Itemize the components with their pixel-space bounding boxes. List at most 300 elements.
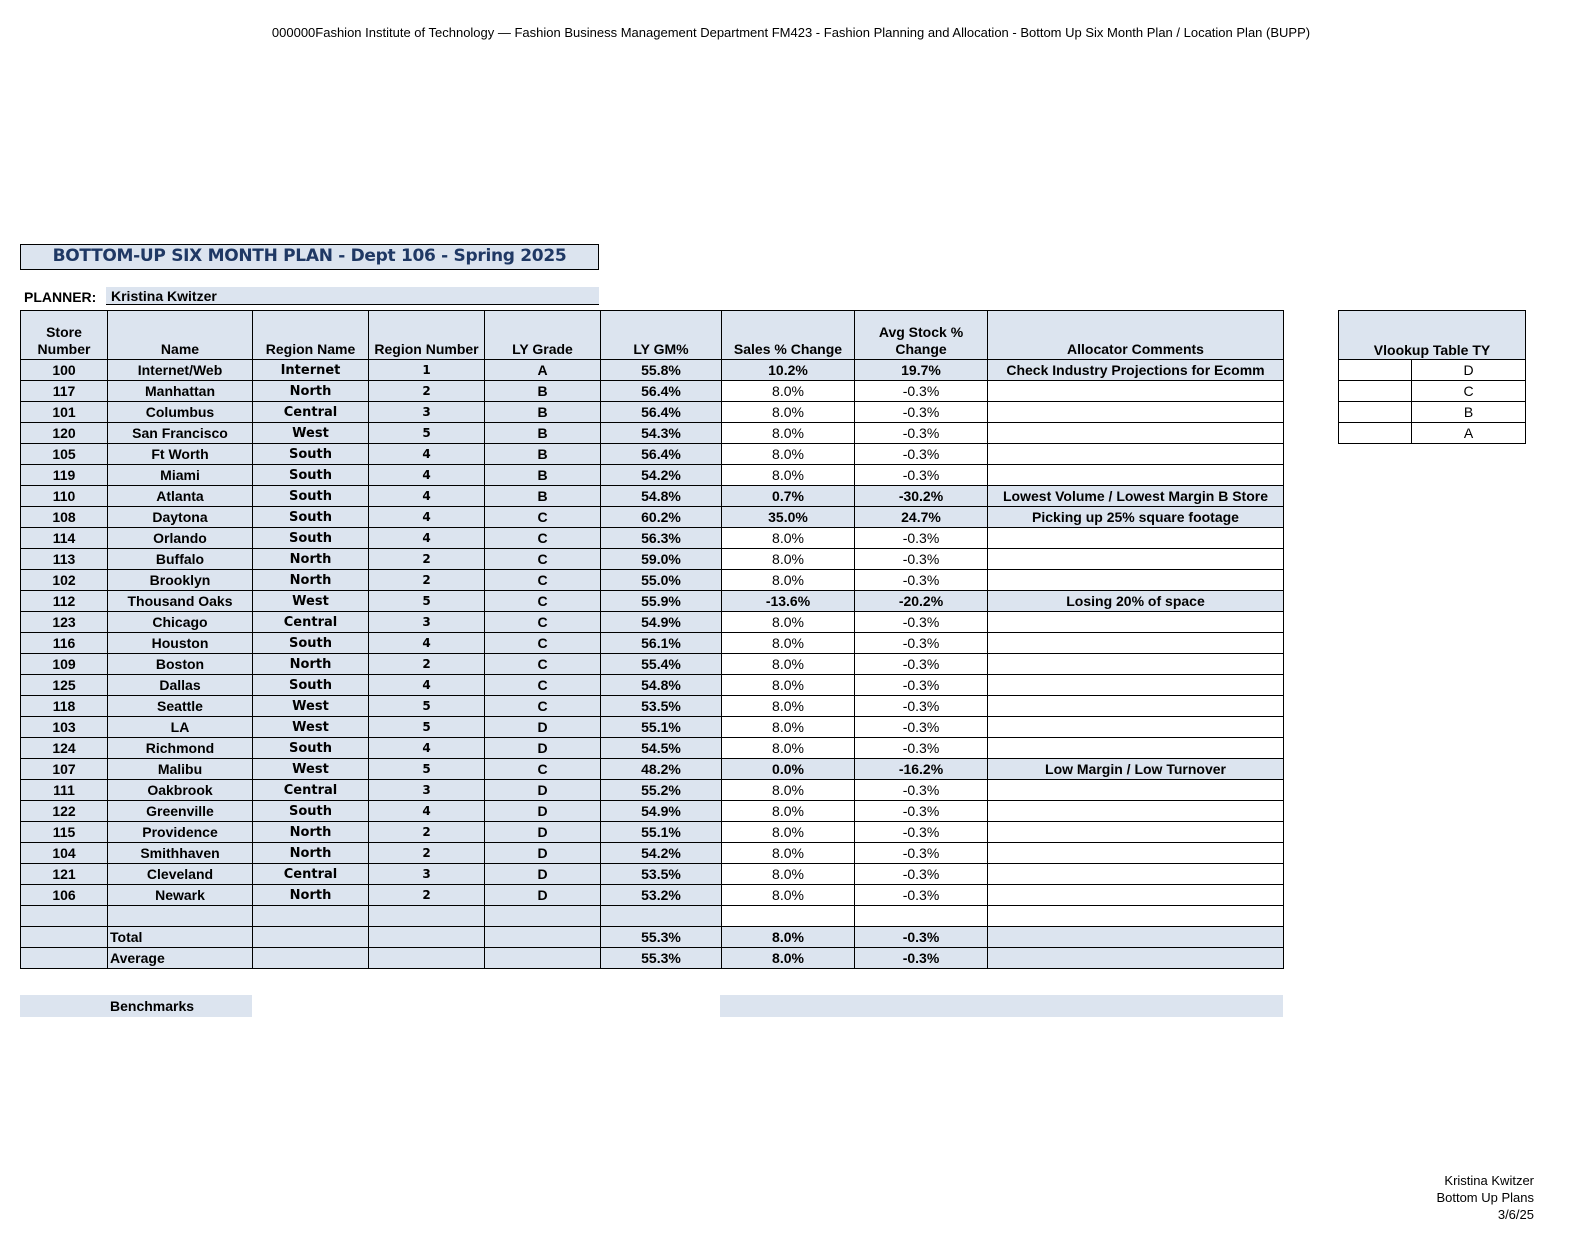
cell-avg-stock-change: 19.7%: [855, 360, 988, 381]
cell-ly-grade: D: [485, 843, 601, 864]
totals-label: Total: [108, 927, 253, 948]
cell-store-number: 100: [21, 360, 108, 381]
cell-region-number: 4: [369, 738, 485, 759]
table-row: [21, 759, 1284, 780]
cell-store-number: 117: [21, 381, 108, 402]
cell-sales-change: 0.7%: [722, 486, 855, 507]
cell-store-number: 101: [21, 402, 108, 423]
cell-store-name: Chicago: [108, 612, 253, 633]
cell-sales-change: 8.0%: [722, 654, 855, 675]
table-row: [21, 696, 1284, 717]
cell-region-number: 5: [369, 591, 485, 612]
cell-region-name: South: [253, 507, 369, 528]
cell-store-number: 102: [21, 570, 108, 591]
cell-region-name: North: [253, 381, 369, 402]
table-row: [21, 444, 1284, 465]
cell-store-number: 115: [21, 822, 108, 843]
cell-store-name: Orlando: [108, 528, 253, 549]
cell-ly-grade: B: [485, 465, 601, 486]
cell-empty: [988, 927, 1284, 948]
cell-ly-gm: 54.2%: [601, 465, 722, 486]
vlookup-row: [1339, 402, 1526, 423]
cell-store-name: Internet/Web: [108, 360, 253, 381]
cell-region-name: Central: [253, 612, 369, 633]
footer-date: 3/6/25: [1497, 1207, 1534, 1222]
cell-empty: [485, 906, 601, 927]
cell-store-name: Boston: [108, 654, 253, 675]
cell-empty: [722, 906, 855, 927]
cell-allocator-comment: [988, 780, 1284, 801]
cell-avg-stock-change: -30.2%: [855, 486, 988, 507]
header-avg-stock-change: Avg Stock % Change: [855, 311, 988, 360]
cell-store-number: 106: [21, 885, 108, 906]
cell-region-name: West: [253, 717, 369, 738]
cell-sales-change: 8.0%: [722, 738, 855, 759]
cell-ly-grade: D: [485, 885, 601, 906]
planner-name: Kristina Kwitzer: [106, 287, 599, 305]
cell-store-number: 119: [21, 465, 108, 486]
cell-region-name: South: [253, 738, 369, 759]
cell-ly-gm: 53.5%: [601, 864, 722, 885]
header-store-number: Store Number: [21, 311, 108, 360]
cell-allocator-comment: [988, 381, 1284, 402]
cell-region-number: 3: [369, 864, 485, 885]
table-row-blank: [21, 906, 1284, 927]
cell-empty: [253, 927, 369, 948]
cell-store-name: Oakbrook: [108, 780, 253, 801]
cell-ly-gm: 54.5%: [601, 738, 722, 759]
cell-store-name: Atlanta: [108, 486, 253, 507]
cell-sales-change: 8.0%: [722, 717, 855, 738]
cell-allocator-comment: [988, 885, 1284, 906]
cell-region-number: 4: [369, 675, 485, 696]
cell-store-number: 110: [21, 486, 108, 507]
cell-avg-stock-change: -0.3%: [855, 549, 988, 570]
cell-ly-grade: D: [485, 864, 601, 885]
table-row: [21, 549, 1284, 570]
totals-sales-change: 8.0%: [722, 927, 855, 948]
totals-avg-stock-change: -0.3%: [855, 948, 988, 969]
vlookup-row: [1339, 360, 1526, 381]
cell-store-number: 104: [21, 843, 108, 864]
totals-sales-change: 8.0%: [722, 948, 855, 969]
cell-avg-stock-change: -0.3%: [855, 801, 988, 822]
cell-store-number: 124: [21, 738, 108, 759]
cell-store-name: Newark: [108, 885, 253, 906]
cell-region-name: Central: [253, 402, 369, 423]
table-row: [21, 465, 1284, 486]
table-row: [21, 822, 1284, 843]
cell-store-name: LA: [108, 717, 253, 738]
cell-region-name: Internet: [253, 360, 369, 381]
cell-allocator-comment: Low Margin / Low Turnover: [988, 759, 1284, 780]
table-row: [21, 738, 1284, 759]
cell-allocator-comment: Picking up 25% square footage: [988, 507, 1284, 528]
cell-sales-change: 35.0%: [722, 507, 855, 528]
benchmarks-label: Benchmarks: [110, 998, 195, 1014]
vlookup-row: [1339, 381, 1526, 402]
cell-avg-stock-change: -0.3%: [855, 885, 988, 906]
cell-ly-gm: 55.8%: [601, 360, 722, 381]
cell-sales-change: 8.0%: [722, 675, 855, 696]
cell-ly-grade: A: [485, 360, 601, 381]
cell-region-number: 4: [369, 528, 485, 549]
cell-sales-change: -13.6%: [722, 591, 855, 612]
vlookup-key-cell: [1339, 402, 1412, 423]
cell-sales-change: 8.0%: [722, 402, 855, 423]
cell-allocator-comment: [988, 570, 1284, 591]
cell-empty: [601, 906, 722, 927]
cell-avg-stock-change: -0.3%: [855, 864, 988, 885]
vlookup-grade-cell: D: [1412, 360, 1526, 381]
cell-ly-grade: C: [485, 528, 601, 549]
cell-store-number: 123: [21, 612, 108, 633]
cell-ly-grade: D: [485, 717, 601, 738]
cell-empty: [369, 906, 485, 927]
cell-ly-grade: C: [485, 507, 601, 528]
cell-ly-grade: C: [485, 549, 601, 570]
page-footer: [1436, 1172, 1534, 1223]
cell-ly-grade: B: [485, 381, 601, 402]
cell-allocator-comment: [988, 717, 1284, 738]
cell-store-name: Malibu: [108, 759, 253, 780]
cell-sales-change: 8.0%: [722, 780, 855, 801]
benchmarks-bar-right: [720, 995, 1283, 1017]
cell-store-name: Houston: [108, 633, 253, 654]
cell-region-number: 2: [369, 570, 485, 591]
cell-allocator-comment: [988, 465, 1284, 486]
totals-label: Average: [108, 948, 253, 969]
cell-store-name: Brooklyn: [108, 570, 253, 591]
cell-allocator-comment: [988, 864, 1284, 885]
cell-region-number: 3: [369, 402, 485, 423]
cell-store-name: Buffalo: [108, 549, 253, 570]
cell-region-name: North: [253, 549, 369, 570]
cell-sales-change: 8.0%: [722, 822, 855, 843]
cell-sales-change: 8.0%: [722, 801, 855, 822]
cell-ly-gm: 56.4%: [601, 402, 722, 423]
cell-ly-grade: D: [485, 780, 601, 801]
cell-avg-stock-change: 24.7%: [855, 507, 988, 528]
cell-region-name: Central: [253, 864, 369, 885]
table-row: [21, 570, 1284, 591]
cell-region-number: 5: [369, 423, 485, 444]
cell-store-name: Ft Worth: [108, 444, 253, 465]
cell-store-number: 122: [21, 801, 108, 822]
table-header-row: [21, 311, 1284, 360]
table-row: [21, 885, 1284, 906]
cell-store-name: Manhattan: [108, 381, 253, 402]
table-row: [21, 717, 1284, 738]
cell-ly-gm: 56.4%: [601, 381, 722, 402]
header-region-number: Region Number: [369, 311, 485, 360]
cell-avg-stock-change: -0.3%: [855, 570, 988, 591]
cell-ly-gm: 55.2%: [601, 780, 722, 801]
cell-store-number: 112: [21, 591, 108, 612]
cell-empty: [485, 948, 601, 969]
cell-sales-change: 8.0%: [722, 423, 855, 444]
cell-store-name: San Francisco: [108, 423, 253, 444]
cell-sales-change: 0.0%: [722, 759, 855, 780]
vlookup-key-cell: [1339, 381, 1412, 402]
plan-title: BOTTOM-UP SIX MONTH PLAN - Dept 106 - Spring 2025: [20, 244, 599, 270]
cell-ly-grade: B: [485, 402, 601, 423]
vlookup-grade-cell: B: [1412, 402, 1526, 423]
cell-region-number: 4: [369, 633, 485, 654]
cell-region-number: 4: [369, 801, 485, 822]
cell-region-name: North: [253, 822, 369, 843]
cell-region-name: South: [253, 528, 369, 549]
table-row: [21, 507, 1284, 528]
cell-allocator-comment: [988, 801, 1284, 822]
table-row: [21, 864, 1284, 885]
cell-sales-change: 8.0%: [722, 549, 855, 570]
cell-region-name: West: [253, 696, 369, 717]
cell-region-name: West: [253, 591, 369, 612]
cell-region-number: 2: [369, 381, 485, 402]
cell-avg-stock-change: -0.3%: [855, 633, 988, 654]
cell-avg-stock-change: -0.3%: [855, 654, 988, 675]
cell-ly-grade: C: [485, 696, 601, 717]
cell-store-name: Richmond: [108, 738, 253, 759]
cell-ly-grade: C: [485, 591, 601, 612]
page-header: 000000Fashion Institute of Technology — Fashion Business Management Department FM423 - Fashion Planning and Allocation - Bottom Up Six Month Plan / Location Plan (BUPP): [271, 25, 1311, 40]
cell-store-name: Miami: [108, 465, 253, 486]
table-row: [21, 486, 1284, 507]
cell-sales-change: 8.0%: [722, 444, 855, 465]
cell-empty: [485, 927, 601, 948]
benchmarks-bar: [20, 995, 252, 1017]
cell-region-name: North: [253, 654, 369, 675]
cell-ly-gm: 60.2%: [601, 507, 722, 528]
cell-ly-grade: D: [485, 801, 601, 822]
cell-ly-gm: 55.1%: [601, 717, 722, 738]
cell-ly-gm: 53.2%: [601, 885, 722, 906]
cell-region-name: North: [253, 843, 369, 864]
cell-avg-stock-change: -0.3%: [855, 696, 988, 717]
table-row: [21, 633, 1284, 654]
cell-sales-change: 8.0%: [722, 528, 855, 549]
cell-ly-gm: 56.1%: [601, 633, 722, 654]
cell-allocator-comment: Lowest Volume / Lowest Margin B Store: [988, 486, 1284, 507]
cell-empty: [253, 948, 369, 969]
cell-region-name: West: [253, 423, 369, 444]
cell-empty: [369, 927, 485, 948]
table-row: [21, 360, 1284, 381]
cell-ly-grade: C: [485, 612, 601, 633]
cell-ly-gm: 55.4%: [601, 654, 722, 675]
cell-region-name: Central: [253, 780, 369, 801]
cell-ly-gm: 54.8%: [601, 675, 722, 696]
cell-avg-stock-change: -0.3%: [855, 423, 988, 444]
cell-sales-change: 8.0%: [722, 696, 855, 717]
cell-region-number: 4: [369, 486, 485, 507]
totals-row: [21, 948, 1284, 969]
table-row: [21, 675, 1284, 696]
cell-region-number: 2: [369, 549, 485, 570]
cell-ly-grade: C: [485, 570, 601, 591]
cell-empty: [108, 906, 253, 927]
cell-store-number: 105: [21, 444, 108, 465]
cell-region-number: 1: [369, 360, 485, 381]
header-region-name: Region Name: [253, 311, 369, 360]
cell-region-number: 5: [369, 759, 485, 780]
cell-allocator-comment: [988, 696, 1284, 717]
cell-region-number: 4: [369, 444, 485, 465]
header-ly-gm: LY GM%: [601, 311, 722, 360]
cell-region-name: North: [253, 570, 369, 591]
cell-ly-gm: 48.2%: [601, 759, 722, 780]
cell-avg-stock-change: -0.3%: [855, 528, 988, 549]
cell-region-number: 5: [369, 717, 485, 738]
table-row: [21, 612, 1284, 633]
cell-avg-stock-change: -0.3%: [855, 780, 988, 801]
table-row: [21, 654, 1284, 675]
vlookup-table: [1338, 310, 1526, 444]
cell-sales-change: 8.0%: [722, 843, 855, 864]
totals-ly-gm: 55.3%: [601, 927, 722, 948]
table-row: [21, 591, 1284, 612]
cell-store-name: Greenville: [108, 801, 253, 822]
cell-region-number: 2: [369, 885, 485, 906]
table-row: [21, 843, 1284, 864]
table-row: [21, 402, 1284, 423]
cell-avg-stock-change: -0.3%: [855, 738, 988, 759]
cell-ly-grade: D: [485, 738, 601, 759]
cell-store-number: 118: [21, 696, 108, 717]
cell-store-number: 109: [21, 654, 108, 675]
cell-ly-grade: C: [485, 759, 601, 780]
cell-avg-stock-change: -0.3%: [855, 843, 988, 864]
cell-store-name: Thousand Oaks: [108, 591, 253, 612]
cell-region-number: 2: [369, 822, 485, 843]
table-row: [21, 423, 1284, 444]
cell-sales-change: 8.0%: [722, 570, 855, 591]
cell-region-number: 2: [369, 843, 485, 864]
cell-region-name: South: [253, 465, 369, 486]
cell-ly-grade: C: [485, 633, 601, 654]
cell-ly-gm: 54.9%: [601, 801, 722, 822]
cell-empty: [253, 906, 369, 927]
cell-avg-stock-change: -0.3%: [855, 612, 988, 633]
cell-store-number: 113: [21, 549, 108, 570]
cell-avg-stock-change: -16.2%: [855, 759, 988, 780]
cell-region-name: West: [253, 759, 369, 780]
cell-allocator-comment: [988, 444, 1284, 465]
cell-region-number: 4: [369, 465, 485, 486]
store-plan-table: [20, 310, 1284, 969]
cell-store-name: Providence: [108, 822, 253, 843]
header-name: Name: [108, 311, 253, 360]
cell-ly-gm: 59.0%: [601, 549, 722, 570]
table-row: [21, 381, 1284, 402]
vlookup-row: [1339, 423, 1526, 444]
cell-store-number: 121: [21, 864, 108, 885]
vlookup-grade-cell: A: [1412, 423, 1526, 444]
cell-store-number: 108: [21, 507, 108, 528]
cell-sales-change: 8.0%: [722, 465, 855, 486]
cell-avg-stock-change: -0.3%: [855, 822, 988, 843]
cell-store-number: 116: [21, 633, 108, 654]
cell-allocator-comment: [988, 675, 1284, 696]
cell-allocator-comment: [988, 423, 1284, 444]
header-allocator-comments: Allocator Comments: [988, 311, 1284, 360]
cell-store-name: Dallas: [108, 675, 253, 696]
cell-store-number: 107: [21, 759, 108, 780]
vlookup-key-cell: [1339, 360, 1412, 381]
cell-store-number: 120: [21, 423, 108, 444]
totals-row: [21, 927, 1284, 948]
cell-region-name: South: [253, 675, 369, 696]
cell-allocator-comment: [988, 528, 1284, 549]
cell-allocator-comment: [988, 738, 1284, 759]
planner-label: PLANNER:: [24, 289, 97, 305]
cell-avg-stock-change: -0.3%: [855, 717, 988, 738]
cell-sales-change: 8.0%: [722, 633, 855, 654]
cell-ly-grade: B: [485, 486, 601, 507]
cell-region-number: 2: [369, 654, 485, 675]
cell-avg-stock-change: -20.2%: [855, 591, 988, 612]
cell-empty: [988, 948, 1284, 969]
cell-avg-stock-change: -0.3%: [855, 381, 988, 402]
cell-ly-grade: C: [485, 675, 601, 696]
cell-region-number: 5: [369, 696, 485, 717]
cell-store-number: 103: [21, 717, 108, 738]
cell-empty: [369, 948, 485, 969]
cell-ly-grade: B: [485, 423, 601, 444]
cell-ly-gm: 54.2%: [601, 843, 722, 864]
cell-avg-stock-change: -0.3%: [855, 444, 988, 465]
cell-avg-stock-change: -0.3%: [855, 675, 988, 696]
vlookup-title: Vlookup Table TY: [1339, 311, 1526, 360]
cell-allocator-comment: [988, 402, 1284, 423]
table-row: [21, 801, 1284, 822]
cell-empty: [21, 948, 108, 969]
cell-ly-gm: 56.3%: [601, 528, 722, 549]
footer-author: Kristina Kwitzer: [1444, 1173, 1534, 1188]
cell-region-name: South: [253, 633, 369, 654]
cell-region-name: South: [253, 444, 369, 465]
cell-ly-gm: 56.4%: [601, 444, 722, 465]
totals-ly-gm: 55.3%: [601, 948, 722, 969]
cell-allocator-comment: [988, 549, 1284, 570]
table-row: [21, 780, 1284, 801]
cell-allocator-comment: Losing 20% of space: [988, 591, 1284, 612]
cell-ly-gm: 55.9%: [601, 591, 722, 612]
cell-sales-change: 10.2%: [722, 360, 855, 381]
cell-region-name: North: [253, 885, 369, 906]
cell-avg-stock-change: -0.3%: [855, 465, 988, 486]
header-ly-grade: LY Grade: [485, 311, 601, 360]
header-sales-change: Sales % Change: [722, 311, 855, 360]
cell-empty: [988, 906, 1284, 927]
cell-store-name: Seattle: [108, 696, 253, 717]
cell-sales-change: 8.0%: [722, 885, 855, 906]
cell-store-name: Daytona: [108, 507, 253, 528]
cell-allocator-comment: Check Industry Projections for Ecomm: [988, 360, 1284, 381]
cell-ly-gm: 54.9%: [601, 612, 722, 633]
table-row: [21, 528, 1284, 549]
cell-store-name: Smithhaven: [108, 843, 253, 864]
vlookup-grade-cell: C: [1412, 381, 1526, 402]
cell-store-number: 125: [21, 675, 108, 696]
cell-ly-gm: 53.5%: [601, 696, 722, 717]
vlookup-key-cell: [1339, 423, 1412, 444]
cell-store-name: Columbus: [108, 402, 253, 423]
cell-allocator-comment: [988, 654, 1284, 675]
cell-allocator-comment: [988, 822, 1284, 843]
cell-empty: [855, 906, 988, 927]
